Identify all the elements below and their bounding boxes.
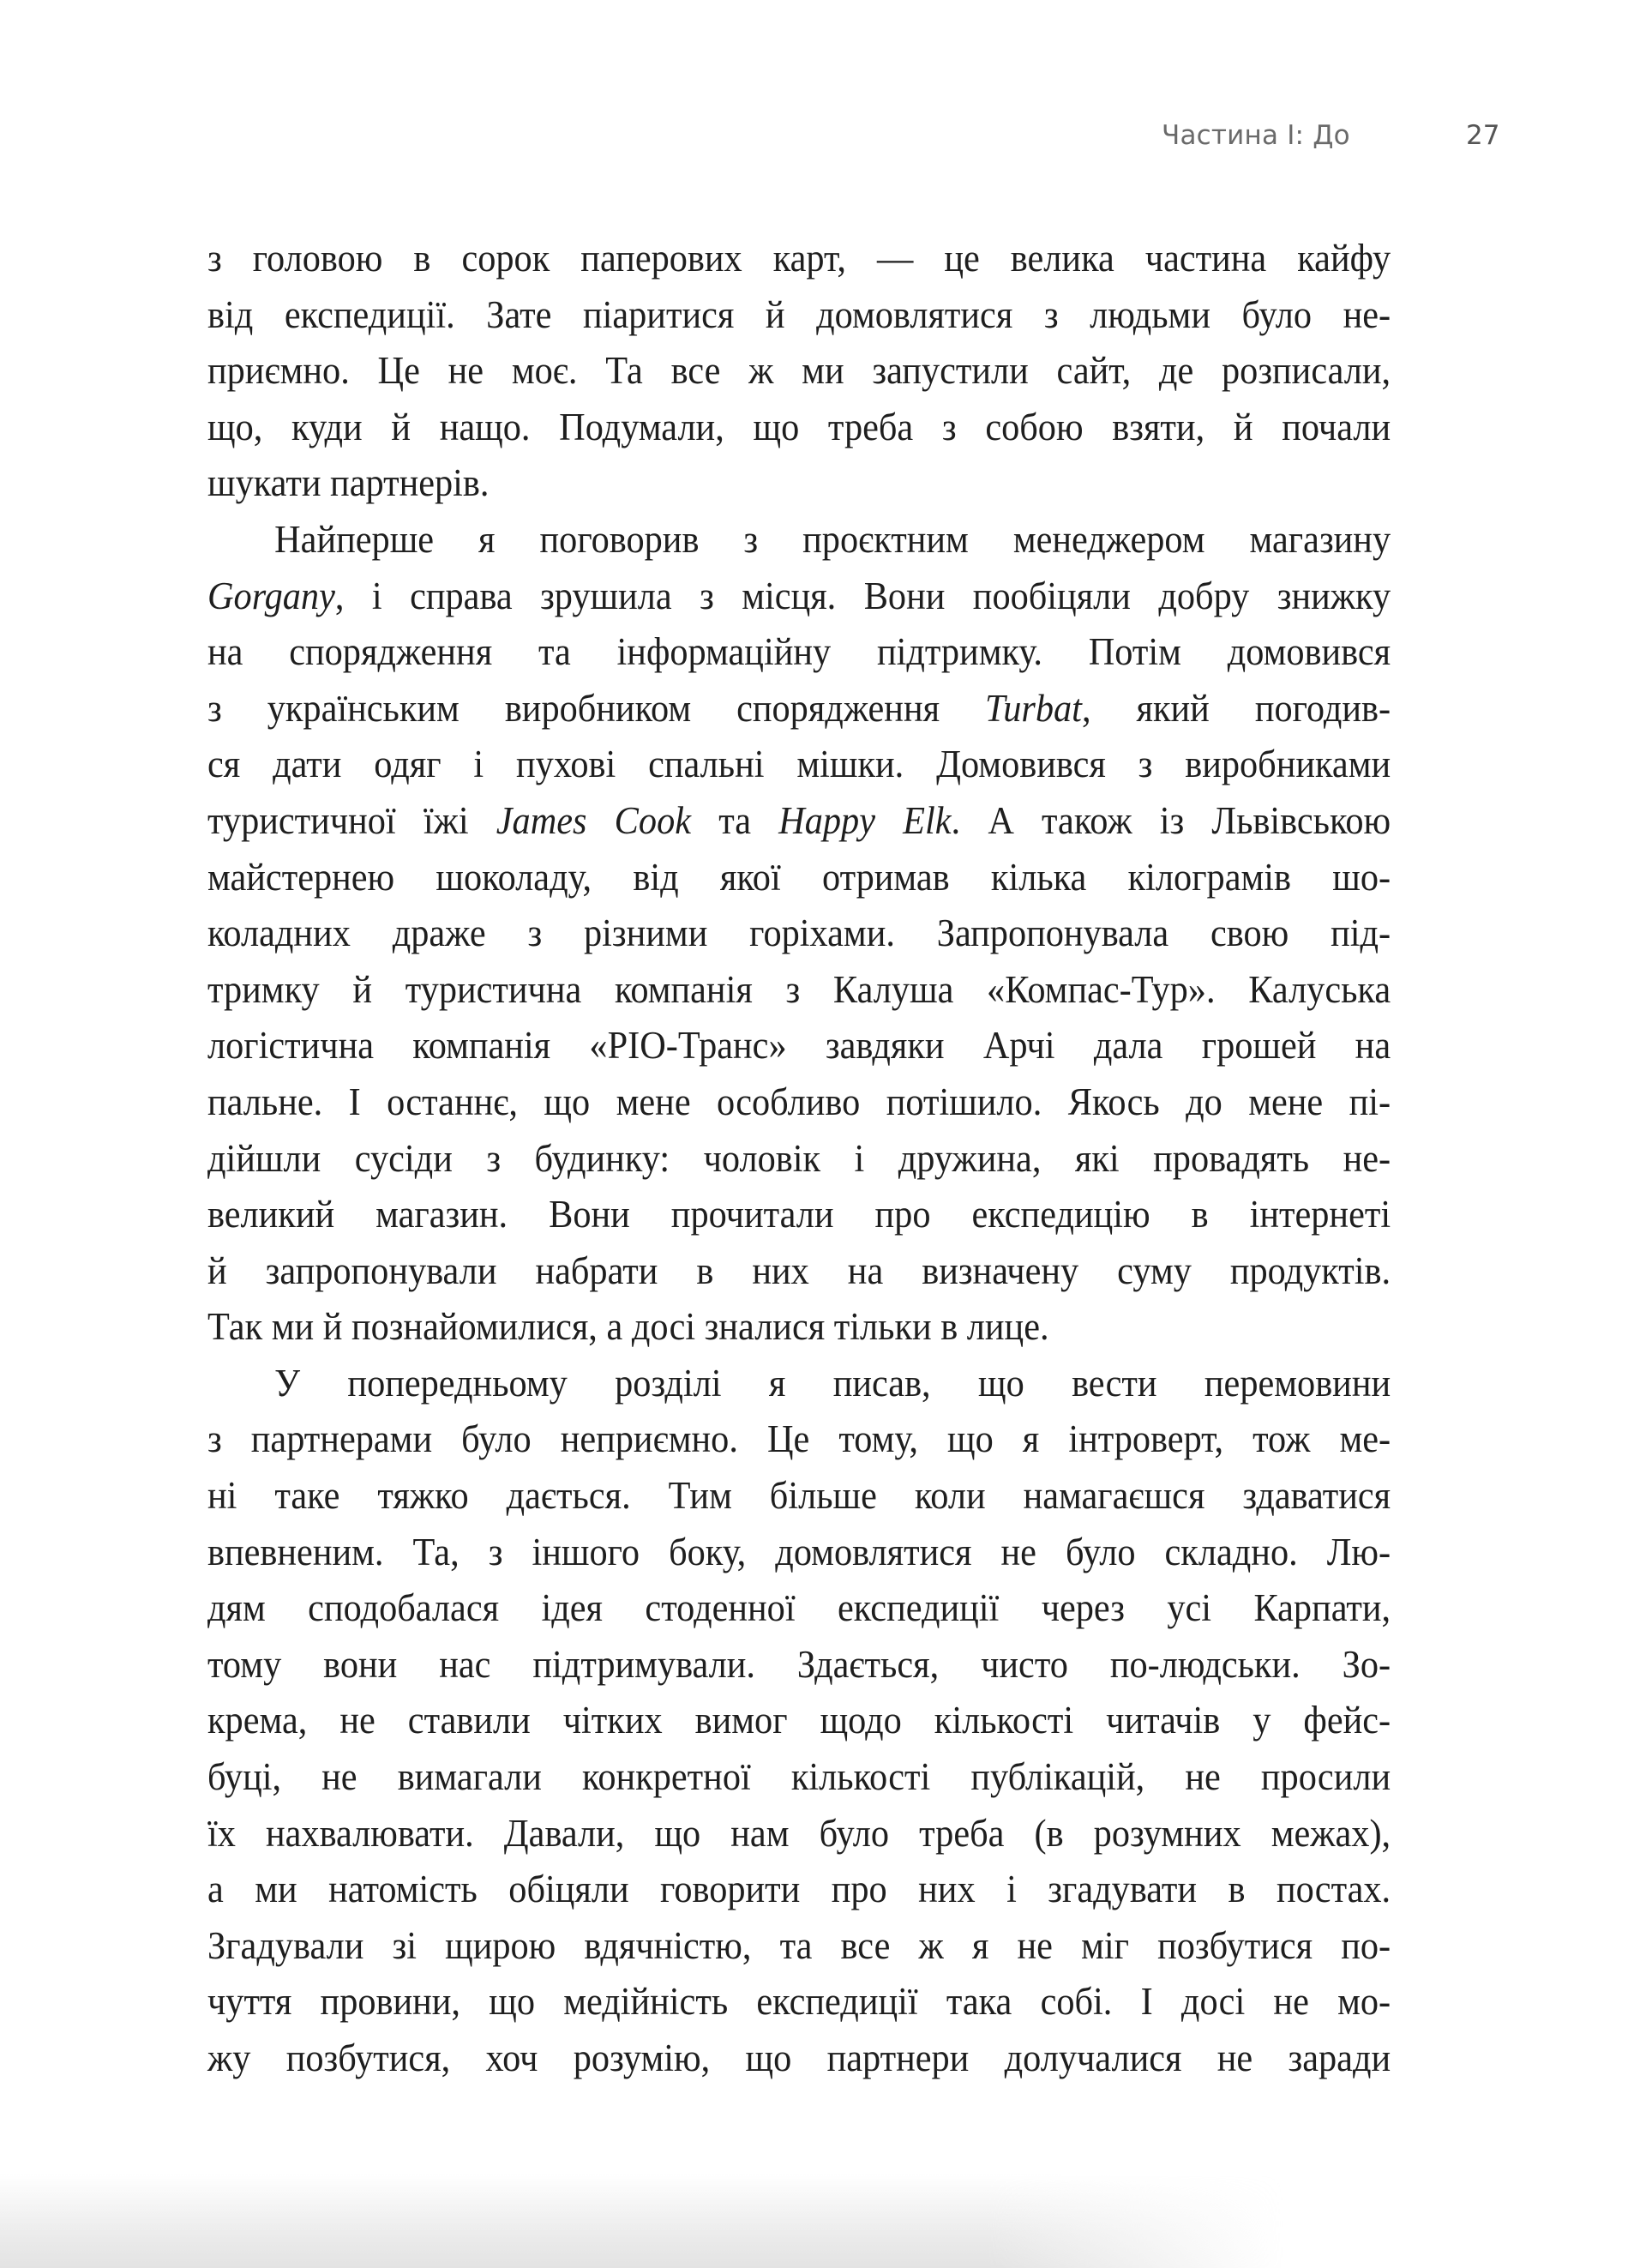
text-line: жу позбутися, хоч розумію, що партнери долучалися не заради (207, 2036, 1391, 2079)
text-line: Так ми й познайомилися, а досі зналися тільки в лице. (207, 1304, 1049, 1349)
running-head: Частина I: До (1162, 120, 1350, 151)
italic-brand-name: James Cook (496, 797, 692, 842)
text-line: У попередньому розділі я писав, що вести перемовини (274, 1360, 1391, 1405)
text-line: чуття провини, що медійність експедиції така собі. І досі не мо- (207, 1979, 1391, 2024)
paragraph-1 (207, 230, 1391, 511)
body-text (207, 230, 1391, 2086)
text-line: шукати партнерів. (207, 460, 490, 505)
text-line: буці, не вимагали конкретної кількості публікацій, не просили (207, 1754, 1391, 1799)
text-line: крема, не ставили чітких вимог щодо кількості читачів у фейс- (207, 1698, 1391, 1742)
text-line: з українським виробником спорядження Turbat, який погодив- (207, 685, 1391, 730)
text-line: від експедиції. Зате піаритися й домовлятися з людьми було не- (207, 292, 1391, 336)
text-line: логістична компанія «РІО-Транс» завдяки Арчі дала грошей на (207, 1023, 1391, 1068)
italic-brand-name: Gorgany (207, 573, 335, 617)
text-line: дійшли сусіди з будинку: чоловік і дружина, які провадять не- (207, 1135, 1391, 1180)
text-line: а ми натомість обіцяли говорити про них і згадувати в постах. (207, 1867, 1391, 1911)
text-line: тому вони нас підтримували. Здається, чисто по-людськи. Зо- (207, 1641, 1391, 1686)
text-line: пальне. І останнє, що мене особливо потішило. Якось до мене пі- (207, 1079, 1391, 1123)
text-line: туристичної їжі James Cook та Happy Elk. А також із Львівською (207, 797, 1391, 842)
paragraph-2 (207, 511, 1391, 1355)
text-line: з головою в сорок паперових карт, — це велика частина кайфу (207, 236, 1391, 280)
page-curl-shadow (0, 2174, 1646, 2268)
text-line: Згадували зі щирою вдячністю, та все ж я не міг позбутися по- (207, 1922, 1391, 1967)
text-line: великий магазин. Вони прочитали про експедицію в інтернеті (207, 1192, 1391, 1236)
text-line: з партнерами було неприємно. Це тому, що я інтроверт, тож ме- (207, 1417, 1391, 1461)
text-line: дям сподобалася ідея стоденної експедиції через усі Карпати, (207, 1585, 1391, 1630)
page-number: 27 (1466, 120, 1500, 151)
text-line: Найперше я поговорив з проєктним менеджером магазину (274, 516, 1391, 561)
text-line: коладних драже з різними горіхами. Запропонувала свою під- (207, 911, 1391, 955)
text-line: Gorgany, і справа зрушила з місця. Вони пообіцяли добру знижку (207, 573, 1391, 617)
text-line: на спорядження та інформаційну підтримку. Потім домовився (207, 629, 1391, 674)
text-line: їх нахвалювати. Давали, що нам було треба (в розумних межах), (207, 1810, 1391, 1855)
text-line: й запропонували набрати в них на визначену суму продуктів. (207, 1248, 1391, 1292)
text-line: впевненим. Та, з іншого боку, домовлятися не було складно. Лю- (207, 1529, 1391, 1573)
text-line: тримку й туристична компанія з Калуша «Компас-Тур». Калуська (207, 966, 1391, 1011)
text-line: ся дати одяг і пухові спальні мішки. Домовився з виробниками (207, 742, 1391, 786)
paragraph-3 (207, 1355, 1391, 2086)
text-line: що, куди й нащо. Подумали, що треба з собою взяти, й почали (207, 404, 1391, 448)
text-line: ні таке тяжко дається. Тим більше коли намагаєшся здаватися (207, 1473, 1391, 1518)
text-line: приємно. Це не моє. Та все ж ми запустили сайт, де розписали, (207, 348, 1391, 393)
text-line: майстернею шоколаду, від якої отримав кілька кілограмів шо- (207, 854, 1391, 899)
italic-brand-name: Turbat (985, 685, 1082, 730)
italic-brand-name: Happy Elk (778, 797, 952, 842)
